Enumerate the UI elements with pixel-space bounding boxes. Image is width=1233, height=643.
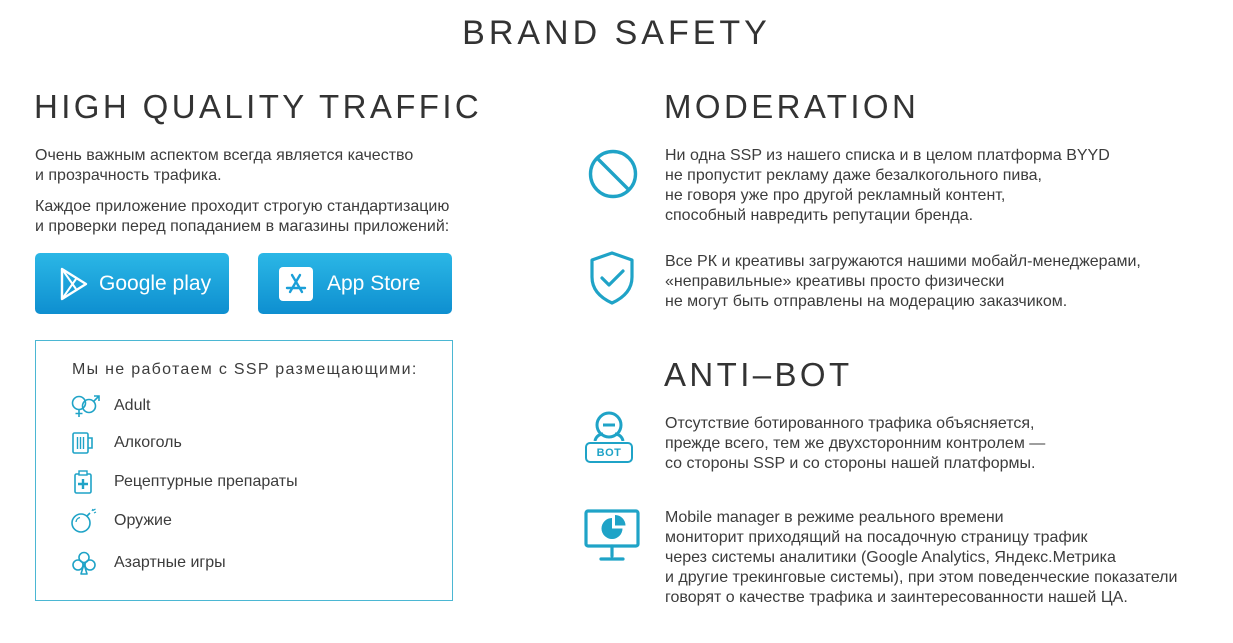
page-title: BRAND SAFETY <box>462 14 771 52</box>
gender-icon <box>70 393 106 419</box>
prohibited-icon <box>587 148 639 200</box>
clubs-icon <box>70 550 106 576</box>
restricted-item-gambling <box>70 550 226 576</box>
monitor-chart-icon <box>583 508 641 564</box>
restricted-item-medicine <box>70 469 298 495</box>
antibot-text-1: Отсутствие ботированного трафика объясняется, прежде всего, тем же двухсторонним контролем — со стороны SSP и со стороны нашей платформы. <box>665 415 1046 472</box>
antibot-heading: ANTI–BOT <box>664 356 853 393</box>
traffic-paragraph-1: Очень важным аспектом всегда является качество и прозрачность трафика. <box>35 147 414 184</box>
google-play-icon <box>57 266 91 302</box>
moderation-text-1: Ни одна SSP из нашего списка и в целом платформа BYYD не пропустит рекламу даже безалкогольного пива, не говоря уже про другой рекламный контент, способный навредить репутации бренда. <box>665 147 1110 224</box>
bot-badge: BOT <box>585 442 633 463</box>
restricted-item-label: Рецептурные препараты <box>114 473 298 490</box>
moderation-heading: MODERATION <box>664 88 920 125</box>
restricted-content-box <box>35 340 453 601</box>
beer-mug-icon <box>70 430 106 456</box>
traffic-heading: HIGH QUALITY TRAFFIC <box>34 88 483 125</box>
app-store-button[interactable] <box>258 253 452 314</box>
google-play-label: Google play <box>99 271 212 295</box>
restricted-item-weapons <box>70 508 172 534</box>
restricted-item-label: Оружие <box>114 512 172 529</box>
restricted-item-label: Adult <box>114 397 151 414</box>
antibot-text-2: Mobile manager в режиме реального времени мониторит приходящий на посадочную страницу трафик через системы аналитики (Google Analytics, Яндекс.Метрика и другие трекинговые системы), при этом поведенческие показатели говорят о качестве трафика и заинтересованности нашей ЦА. <box>665 509 1178 606</box>
medicine-icon <box>70 469 106 495</box>
restricted-item-label: Азартные игры <box>114 554 226 571</box>
traffic-paragraph-2: Каждое приложение проходит строгую стандартизацию и проверки перед попаданием в магазины приложений: <box>35 198 450 235</box>
moderation-text-2: Все РК и креативы загружаются нашими мобайл-менеджерами, «неправильные» креативы просто физически не могут быть отправлены на модерацию заказчиком. <box>665 253 1141 310</box>
app-store-icon <box>279 267 313 301</box>
restricted-item-alcohol <box>70 430 182 456</box>
restricted-title: Мы не работаем с SSP размещающими: <box>72 361 418 378</box>
app-store-label: App Store <box>327 271 421 295</box>
bomb-icon <box>70 508 106 534</box>
shield-check-icon <box>587 250 637 306</box>
restricted-item-label: Алкоголь <box>114 434 182 451</box>
bot-icon <box>583 411 635 469</box>
restricted-item-adult <box>70 393 150 419</box>
google-play-button[interactable] <box>35 253 229 314</box>
